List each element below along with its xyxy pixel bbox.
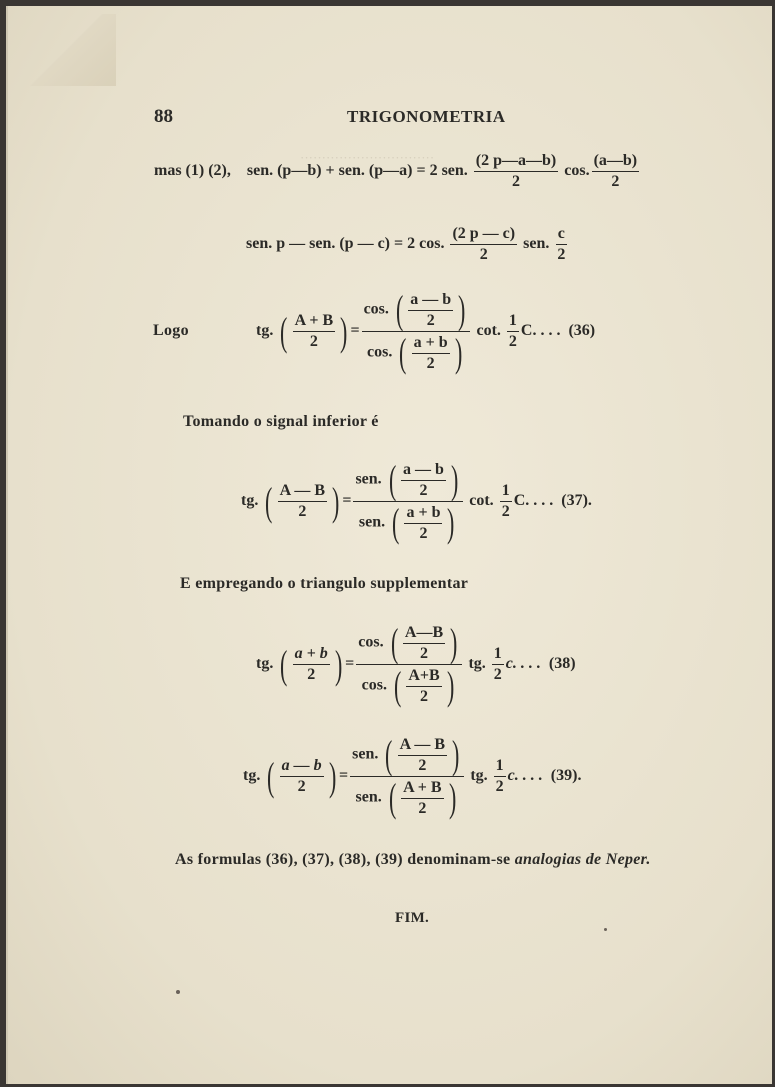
fraction-numerator: 1 (507, 312, 519, 332)
fraction-numerator: c (556, 225, 567, 245)
equation-lead: Logo (153, 322, 189, 339)
equation-number: (36) (568, 322, 596, 340)
end-mark: FIM. (395, 910, 430, 926)
fraction-numerator: a + b (412, 334, 450, 354)
equation-sum-of-sines (154, 152, 641, 190)
function-name: sen. (355, 788, 382, 806)
fraction-numerator: (a—b) (592, 152, 640, 172)
function-name: cot. (476, 322, 501, 340)
fraction (293, 312, 335, 350)
paragraph-text (175, 851, 651, 869)
main-numerator: sen. ( $\frac{A — B}{2}$ ) (350, 735, 464, 777)
function-name: tg. (256, 322, 274, 340)
fraction (278, 482, 327, 520)
equation-36: tg. ( $\frac{A + B}{2}$ ) = cos. ( $\frac{a — b}{2}$ ) cos. ( $\frac{a + b}{2}$ ) cot. $\frac{1}{2}$ C. . . . (36) (256, 287, 596, 375)
function-name: tg. (256, 655, 274, 673)
function-name: tg. (468, 655, 486, 673)
function-name: cos. (564, 161, 590, 179)
fraction (555, 225, 567, 263)
main-denominator: sen. ( $\frac{a + b}{2}$ ) (358, 500, 455, 545)
equation-number: (39). (550, 767, 582, 785)
main-denominator: cos. ( $\frac{A+B}{2}$ ) (361, 663, 455, 708)
fraction-denominator: 2 (512, 172, 521, 190)
ink-spot (604, 928, 607, 931)
function-name: tg. (241, 492, 259, 510)
page-number: 88 (154, 106, 173, 127)
fraction-numerator: A—B (403, 624, 445, 644)
fraction-denominator: 2 (418, 799, 427, 817)
paragraph-text: E empregando o triangulo supplementar (180, 575, 469, 592)
main-denominator: sen. ( $\frac{A + B}{2}$ ) (355, 775, 456, 820)
function-name: tg. (470, 767, 488, 785)
fraction-numerator: 1 (500, 482, 512, 502)
fraction (293, 645, 330, 683)
main-fraction (356, 620, 462, 708)
function-name: sen. (352, 745, 379, 763)
paragraph-text: Tomando o signal inferior é (183, 413, 379, 430)
paragraph-main: As formulas (36), (37), (38), (39) denominam-se (175, 851, 511, 868)
fraction-numerator: 1 (492, 645, 504, 665)
fraction-denominator: 2 (508, 333, 517, 350)
fraction-denominator: 2 (420, 644, 428, 662)
variable: c. . . . (505, 655, 541, 673)
fraction-denominator: 2 (493, 666, 502, 683)
fraction-denominator: 2 (297, 778, 306, 795)
main-numerator: cos. ( $\frac{a — b}{2}$ ) (362, 290, 471, 332)
paragraph-emphasis: analogias de Neper. (514, 851, 651, 868)
function-name: sen. (355, 470, 382, 488)
folded-corner (18, 14, 116, 86)
fraction-numerator: a — b (408, 291, 453, 311)
fraction-denominator: 2 (557, 245, 566, 263)
main-fraction (362, 287, 471, 375)
fraction (474, 152, 558, 190)
fraction-denominator: 2 (426, 354, 435, 372)
variable: C. . . . (520, 322, 561, 340)
fraction (450, 225, 517, 263)
fraction-numerator: 1 (494, 757, 506, 777)
function-name: tg. (243, 767, 261, 785)
fraction-denominator: 2 (419, 524, 428, 542)
equation-number: (37). (561, 492, 592, 510)
variable: c. . . . (507, 767, 543, 785)
fraction-numerator: A+B (406, 667, 441, 687)
equation-39: tg. ( $\frac{a — b}{2}$ ) = sen. ( $\frac{A — B}{2}$ ) sen. ( $\frac{A + B}{2}$ ) tg. $\frac{1}{2}$ c. . . . (39). (243, 732, 582, 820)
function-name: cos. (367, 343, 393, 361)
fraction-denominator: 2 (501, 503, 510, 520)
fraction-denominator: 2 (309, 333, 318, 350)
fraction-numerator: (2 p — c) (450, 225, 517, 245)
fraction-numerator: a — b (281, 757, 322, 775)
fraction-numerator: A — B (398, 736, 447, 756)
fraction-numerator: a + b (294, 645, 328, 663)
fraction-numerator: (2 p—a—b) (474, 152, 558, 172)
equation-difference-of-sines (246, 225, 569, 263)
ink-spot (176, 990, 180, 994)
bleed-through: ······························· (300, 150, 435, 165)
fraction-denominator: 2 (426, 311, 435, 329)
main-numerator: cos. ( $\frac{A—B}{2}$ ) (356, 623, 462, 665)
fraction-denominator: 2 (479, 245, 488, 263)
main-numerator: sen. ( $\frac{a — b}{2}$ ) (353, 460, 463, 502)
equation-37: tg. ( $\frac{A — B}{2}$ ) = sen. ( $\frac{a — b}{2}$ ) sen. ( $\frac{a + b}{2}$ ) cot. $\frac{1}{2}$ C. . . . (37). (241, 457, 592, 545)
fraction-denominator: 2 (420, 687, 428, 705)
running-title: TRIGONOMETRIA (347, 107, 506, 126)
fraction (592, 152, 640, 190)
function-name: cos. (361, 676, 387, 694)
fraction-numerator: A + B (401, 779, 443, 799)
equation-lhs: sen. (p—b) + sen. (p—a) = 2 sen. (246, 161, 468, 179)
fraction-denominator: 2 (418, 756, 427, 774)
main-denominator: cos. ( $\frac{a + b}{2}$ ) (367, 330, 463, 375)
main-fraction (350, 732, 464, 820)
variable: C. . . . (513, 492, 554, 510)
fraction-denominator: 2 (495, 778, 504, 795)
fraction-denominator: 2 (307, 666, 316, 683)
function-name: cos. (358, 633, 384, 651)
fraction (280, 757, 324, 795)
fraction-denominator: 2 (298, 503, 307, 520)
fraction-numerator: a + b (404, 504, 442, 524)
fraction-numerator: a — b (401, 461, 446, 481)
function-name: cos. (363, 300, 389, 318)
fraction-denominator: 2 (611, 172, 620, 190)
fraction-numerator: A — B (278, 482, 327, 502)
fraction-denominator: 2 (419, 481, 428, 499)
equation-lhs: sen. p — sen. (p — c) = 2 cos. (246, 234, 445, 252)
main-fraction (353, 457, 463, 545)
equation-lead: mas (1) (2), (154, 161, 231, 179)
fraction-numerator: A + B (293, 312, 335, 332)
function-name: sen. (358, 513, 386, 531)
function-name: cot. (469, 492, 494, 510)
equation-number: (38) (548, 655, 576, 673)
function-name: sen. (523, 234, 550, 252)
equation-38: tg. ( $\frac{a + b}{2}$ ) = cos. ( $\frac{A—B}{2}$ ) cos. ( $\frac{A+B}{2}$ ) tg. $\frac{1}{2}$ c. . . . (38) (256, 620, 576, 708)
